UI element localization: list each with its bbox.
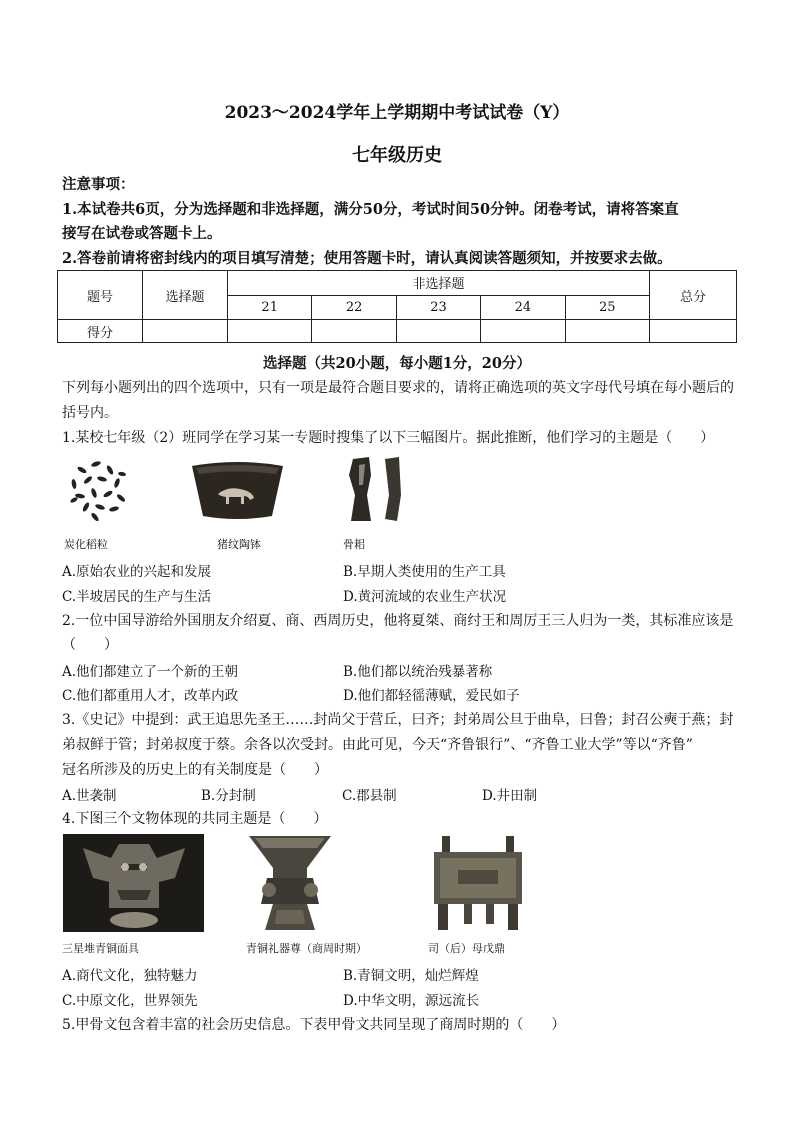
- question-2-stem-cont: （ ）: [62, 637, 118, 653]
- score-row-label: 得分: [58, 320, 143, 343]
- q3-option-b[interactable]: B.分封制: [201, 788, 256, 804]
- q4-option-d[interactable]: D.中华文明，源远流长: [343, 993, 480, 1009]
- question-2-stem: 2.一位中国导游给外国朋友介绍夏、商、西周历史，他将夏桀、商纣王和周厉王三人归为一类，其标准应该是: [62, 613, 734, 629]
- exam-subtitle: 七年级历史: [352, 145, 442, 166]
- score-table-number: 23: [396, 295, 480, 320]
- section-intro: 下列每小题列出的四个选项中，只有一项是最符合题目要求的，请将正确选项的英文字母代号填在每小题后的: [62, 380, 734, 396]
- q1-option-d[interactable]: D.黄河流域的农业生产状况: [343, 589, 507, 605]
- score-table-nonchoice: 非选择题: [228, 271, 650, 296]
- score-cell[interactable]: [565, 320, 649, 343]
- score-table-number: 21: [228, 295, 312, 320]
- q2-option-c[interactable]: C.他们都重用人才，改革内政: [62, 688, 239, 704]
- exam-title: 2023～2024学年上学期期中考试试卷（Y）: [224, 103, 570, 123]
- bronze-zun-image: [247, 834, 333, 932]
- carbonized-rice-image: [62, 452, 132, 524]
- pig-pattern-pot-image: [190, 460, 285, 522]
- notice-heading: 注意事项：: [62, 176, 135, 193]
- q2-option-a[interactable]: A.他们都建立了一个新的王朝: [62, 664, 239, 680]
- q3-option-c[interactable]: C.郡县制: [342, 788, 397, 804]
- question-1-stem: 1.某校七年级（2）班同学在学习某一专题时搜集了以下三幅图片。据此推断，他们学习的主题是（ ）: [62, 430, 715, 446]
- caption-bronze-zun: 青铜礼器尊（商周时期）: [246, 942, 367, 955]
- q1-option-a[interactable]: A.原始农业的兴起和发展: [62, 564, 212, 580]
- score-table-number: 24: [481, 295, 565, 320]
- bone-spade-image: [343, 455, 415, 525]
- score-cell[interactable]: [312, 320, 396, 343]
- q2-option-b[interactable]: B.他们都以统治残暴著称: [343, 664, 493, 680]
- score-table-choice: 选择题: [143, 271, 228, 320]
- score-table-header-label: 题号: [58, 271, 143, 320]
- sanxingdui-mask-image: [63, 834, 204, 932]
- notice-item-2: 2.答卷前请将密封线内的项目填写清楚；使用答题卡时，请认真阅读答题须知，并按要求去做。: [62, 250, 672, 267]
- score-table-total: 总分: [650, 271, 737, 320]
- question-3-stem-cont: 弟叔鲜于管；封弟叔度于蔡。余各以次受封。由此可见，今天“齐鲁银行”、“齐鲁工业大学”等以“齐鲁”: [62, 737, 693, 753]
- score-table-number: 22: [312, 295, 396, 320]
- notice-item-1-cont: 接写在试卷或答题卡上。: [62, 225, 222, 242]
- section-title: 选择题（共20小题，每小题1分，20分）: [263, 355, 531, 372]
- question-5-stem: 5.甲骨文包含着丰富的社会历史信息。下表甲骨文共同呈现了商周时期的（ ）: [62, 1017, 566, 1033]
- caption-bone-spade: 骨耜: [343, 538, 365, 551]
- q4-option-b[interactable]: B.青铜文明，灿烂辉煌: [343, 968, 479, 984]
- simuwu-ding-image: [428, 834, 528, 932]
- q1-option-b[interactable]: B.早期人类使用的生产工具: [343, 564, 506, 580]
- score-table: [57, 270, 737, 343]
- question-3-stem: 3.《史记》中提到：武王追思先圣王……封尚父于营丘，曰齐；封弟周公旦于曲阜，曰鲁；封召公奭于燕；封: [62, 712, 734, 728]
- caption-sanxingdui-mask: 三星堆青铜面具: [62, 942, 139, 955]
- score-cell[interactable]: [650, 320, 737, 343]
- question-4-stem: 4.下图三个文物体现的共同主题是（ ）: [62, 811, 328, 827]
- score-cell[interactable]: [228, 320, 312, 343]
- score-cell[interactable]: [396, 320, 480, 343]
- caption-pig-pot: 猪纹陶钵: [217, 538, 261, 551]
- q4-option-a[interactable]: A.商代文化，独特魅力: [62, 968, 198, 984]
- score-table-number: 25: [565, 295, 649, 320]
- question-3-stem-end: 冠名所涉及的历史上的有关制度是（ ）: [62, 762, 328, 778]
- section-intro-cont: 括号内。: [62, 405, 118, 421]
- q3-option-d[interactable]: D.井田制: [482, 788, 538, 804]
- q4-option-c[interactable]: C.中原文化，世界领先: [62, 993, 198, 1009]
- notice-item-1: 1.本试卷共6页，分为选择题和非选择题，满分50分，考试时间50分钟。闭卷考试，请将答案直: [62, 201, 679, 218]
- score-cell[interactable]: [481, 320, 565, 343]
- q2-option-d[interactable]: D.他们都轻徭薄赋，爱民如子: [343, 688, 520, 704]
- score-cell[interactable]: [143, 320, 228, 343]
- caption-carbonized-rice: 炭化稻粒: [64, 538, 108, 551]
- q1-option-c[interactable]: C.半坡居民的生产与生活: [62, 589, 212, 605]
- caption-simuwu-ding: 司（后）母戊鼎: [428, 942, 505, 955]
- q3-option-a[interactable]: A.世袭制: [62, 788, 117, 804]
